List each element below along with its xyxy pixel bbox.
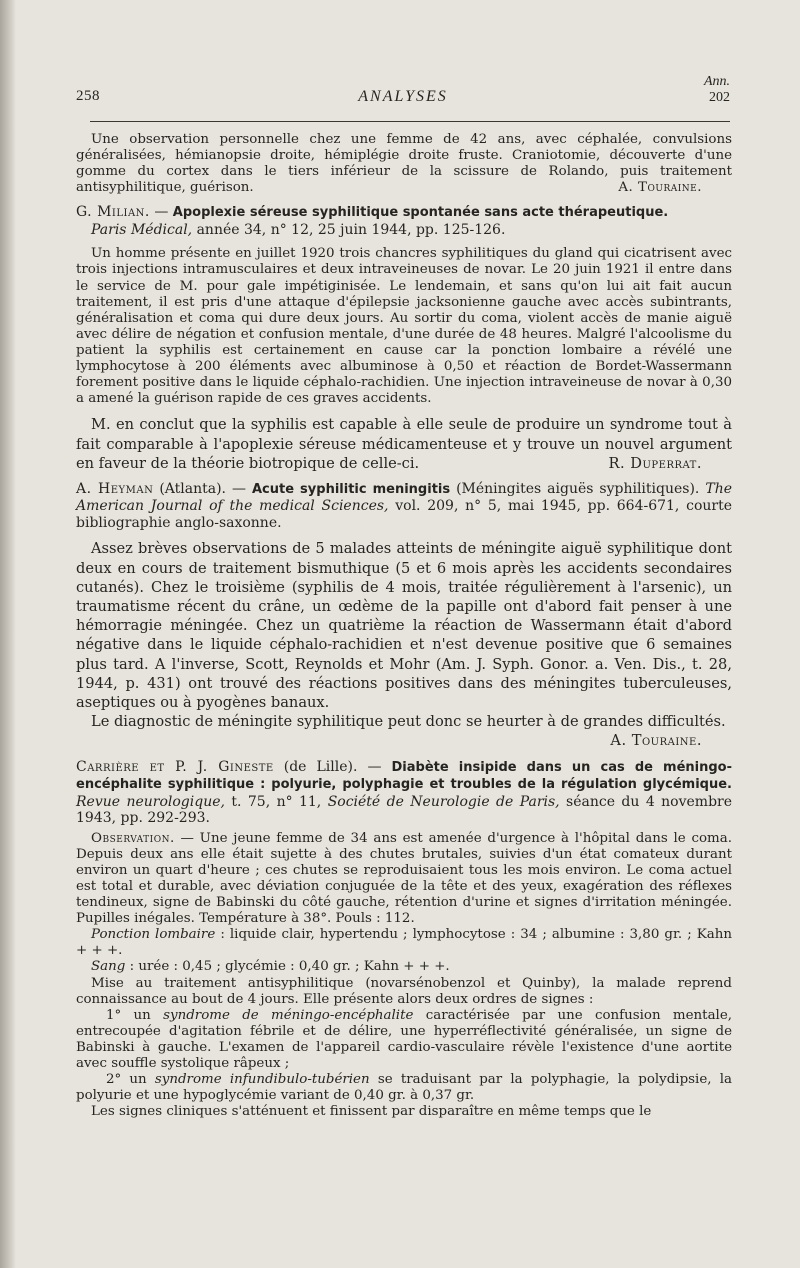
- lumbar-puncture-text: : liquide clair, hypertendu ; lymphocytose : 34 ; albumine : 3,80 gr. ; Kahn + + +.: [76, 927, 732, 959]
- entry-continued-body: Une observation personnelle chez une femme de 42 ans, avec céphalée, convulsions généralisées, hémianopsie droite, hémiplégie droite fruste. Craniotomie, découverte d'une gomme du cortex dans le tiers inférieur de la scissure de Rolando, puis traitement antisyphilitique, guérison.: [76, 132, 732, 196]
- entry-heyman: [76, 481, 732, 751]
- header-rule: [90, 121, 730, 122]
- author: G. Milian.: [76, 204, 150, 221]
- signature: A. Touraine.: [618, 180, 702, 196]
- title-translation: (Méningites aiguës syphilitiques).: [450, 480, 700, 497]
- item-number: 2° un: [106, 1072, 155, 1088]
- affiliation: (de Lille).: [273, 758, 358, 775]
- article-title: Diabète insipide dans un cas de méningo-encéphalite syphilitique : polyurie, polyphagie et troubles de la régulation glycémique.: [76, 759, 733, 793]
- source-journal: Paris Médical,: [91, 221, 193, 238]
- page-number: 258: [76, 88, 100, 104]
- entry-heading: [76, 759, 732, 827]
- signature: A. Touraine.: [610, 732, 702, 750]
- conclusion-text: M. en conclut que la syphilis est capable à elle seule de produire un syndrome tout à fait comparable à l'apoplexie séreuse médicamenteuse et y trouve un nouvel argument en faveur de la théorie biotropique de celle-ci.: [76, 416, 732, 472]
- observation-label: Observation.: [91, 830, 175, 846]
- syndrome-label: syndrome de méningo-encéphalite: [163, 1007, 414, 1023]
- lumbar-puncture-paragraph: [76, 927, 732, 959]
- conclusion-text: Le diagnostic de méningite syphilitique peut donc se heurter à de grandes difficultés.: [91, 713, 726, 731]
- syndrome-text: se traduisant par la polyphagie, la polydipsie, la polyurie et une hypoglycémie variant de 0,40 gr. à 0,37 gr.: [76, 1072, 732, 1104]
- item-number: 1° un: [106, 1007, 164, 1023]
- source-details: séance du 4 novembre 1943, pp. 292-293.: [76, 793, 733, 827]
- page-content: [76, 132, 732, 1120]
- affiliation: (Atlanta).: [153, 480, 227, 497]
- entry-body: Un homme présente en juillet 1920 trois chancres syphilitiques du gland qui cicatrisent avec trois injections intramusculaires et deux intraveineuses de novar. Le 20 juin 1921 il entre dans le service de M. pour gale impétiginisée. Le lendemain, et sans qu'on lui ait fait aucun traitement, il est pris d'une attaque d'épilepsie jacksonienne gauche avec accès subintrants, généralisation et coma qui dure deux jours. Au sortir du coma, violent accès de manie aiguë avec délire de négation et confusion mentale, d'une durée de 48 heures. Malgré l'alcoolisme du patient la syphilis est certainement en cause car la ponction lombaire a révélé une lymphocytose à 200 éléments avec albuminose à 0,50 et réaction de Bordet-Wassermann forement positive dans le liquide céphalo-rachidien. Une injection intraveineuse de novar à 0,30 a amené la guérison rapide de ces graves accidents.: [76, 246, 732, 407]
- author: Carrière et P. J. Gineste: [76, 758, 274, 775]
- entry-carriere-gineste: [76, 759, 732, 1121]
- syndrome-item-2: [76, 1072, 732, 1104]
- running-head: [76, 74, 730, 114]
- entry-conclusion: [76, 415, 732, 473]
- source-volume: t. 75, n° 11,: [224, 793, 328, 810]
- article-title: Acute syphilitic meningitis: [251, 481, 451, 497]
- entry-heading: [76, 481, 732, 532]
- source-journal: Revue neurologique,: [76, 793, 225, 810]
- dash: —: [226, 480, 252, 497]
- syndrome-text: caractérisée par une confusion mentale, entrecoupée d'agitation fébrile et de délire, une hyperréflectivité généralisée, un signe de Babinski à gauche. L'examen de l'appareil cardio-vasculaire révèle l'existence d'une aortite avec souffle systolique râpeux ;: [76, 1007, 733, 1071]
- entry-continued: [76, 132, 732, 196]
- source-society: Société de Neurologie de Paris,: [327, 793, 560, 810]
- blood-label: Sang: [91, 959, 126, 975]
- journal-reference: [704, 74, 730, 106]
- entry-body: Assez brèves observations de 5 malades atteints de méningite aiguë syphilitique dont deux en cours de traitement bismuthique (5 et 6 mois après les accidents secondaires cutanés). Chez le troisième (syphilis de 4 mois, traitée régulièrement à l'arsenic), un traumatisme récent du crâne, un œdème de la papille ont d'abord fait penser à une hémorragie méningée. Chez un quatrième la réaction de Wassermann était d'abord négative dans le liquide céphalo-rachidien et n'est devenue positive que 6 semaines plus tard. A l'inverse, Scott, Reynolds et Mohr (Am. J. Syph. Gonor. a. Ven. Dis., t. 28, 1944, p. 431) ont trouvé des réactions positives dans des méningites tuberculeuses, aseptiques ou à pyogènes banaux.: [76, 540, 732, 712]
- entry-continued-text: [76, 132, 732, 196]
- lumbar-puncture-label: Ponction lombaire: [91, 927, 216, 943]
- volume-number: 202: [709, 90, 730, 105]
- source-journal: The American Journal of the medical Sciences,: [76, 480, 732, 515]
- entry-conclusion: [76, 712, 732, 750]
- dash: —: [357, 758, 392, 775]
- author: A. Heyman: [76, 480, 154, 497]
- syndrome-item-1: [76, 1008, 732, 1072]
- blood-paragraph: [76, 959, 732, 975]
- signature: R. Duperrat.: [608, 454, 702, 472]
- last-line: Les signes cliniques s'atténuent et finissent par disparaître en même temps que le: [91, 1104, 652, 1120]
- source-details: année 34, n° 12, 25 juin 1944, pp. 125-126.: [192, 221, 506, 238]
- journal-abbrev: Ann.: [703, 74, 730, 89]
- binding-shadow: [0, 0, 16, 1268]
- source-details: vol. 209, n° 5, mai 1945, pp. 664-671, courte bibliographie anglo-saxonne.: [76, 498, 733, 531]
- observation-paragraph: [76, 831, 732, 928]
- dash: —: [149, 204, 173, 221]
- treatment-paragraph: Mise au traitement antisyphilitique (novarsénobenzol et Quinby), la malade reprend connaissance au bout de 4 jours. Elle présente alors deux ordres de signes :: [76, 975, 732, 1007]
- entry-milian: [76, 204, 732, 473]
- syndrome-label: syndrome infundibulo-tubérien: [154, 1072, 370, 1088]
- section-title: ANALYSES: [358, 88, 448, 105]
- entry-heading: [76, 204, 732, 238]
- article-title: Apoplexie séreuse syphilitique spontanée sans acte thérapeutique.: [172, 205, 669, 221]
- observation-text: — Une jeune femme de 34 ans est amenée d'urgence à l'hôpital dans le coma. Depuis deux ans elle était sujette à des chutes brutales, suivies d'un état comateux durant environ un quart d'heure ; ces chutes se reproduisaient tous les mois environ. Le coma actuel est total et durable, avec déviation conjuguée de la tête et des yeux, exagération des réflexes tendineux, signe de Babinski du côté gauche, rétention d'urine et signes d'irritation méningée. Pupilles inégales. Température à 38°. Pouls : 112.: [76, 830, 732, 927]
- blood-text: : urée : 0,45 ; glycémie : 0,40 gr. ; Kahn + + +.: [125, 959, 450, 975]
